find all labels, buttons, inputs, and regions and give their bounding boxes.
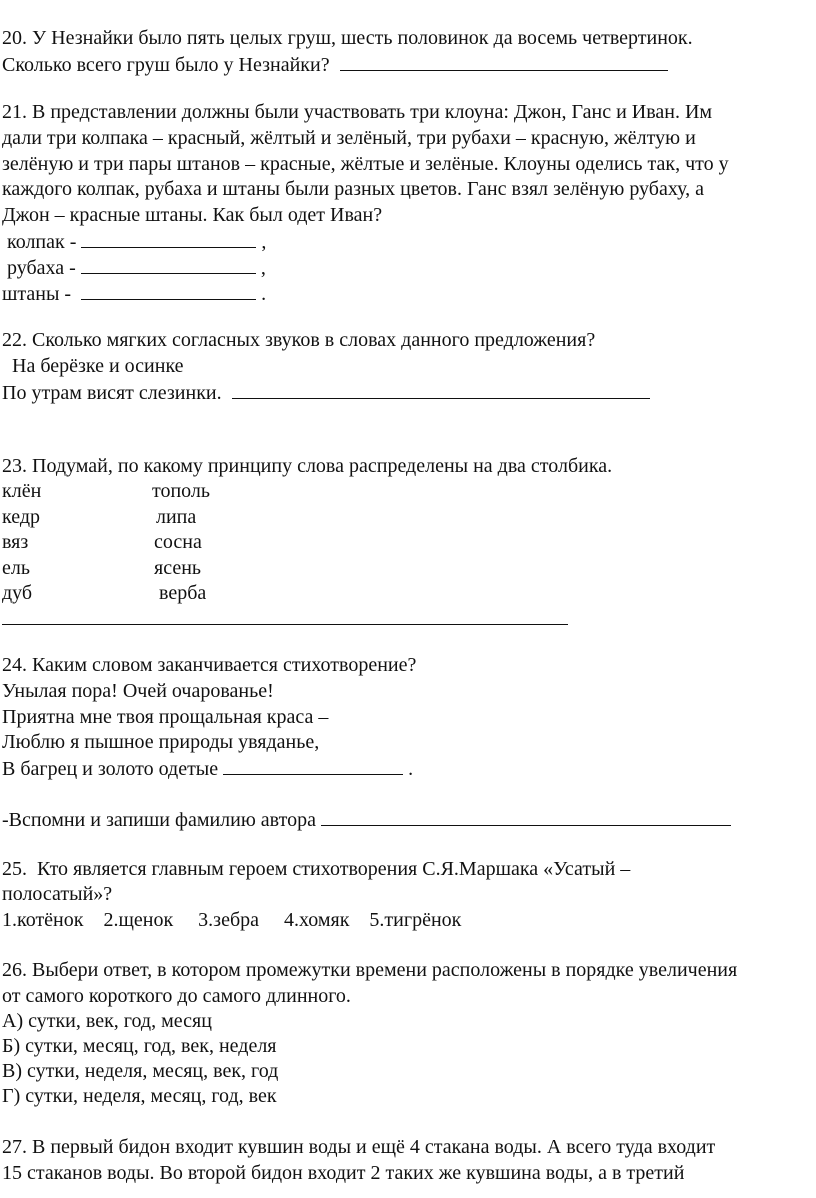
q21-shirt-label: рубаха - <box>2 257 76 279</box>
q24-poem-line-1: Унылая пора! Очей очарованье! <box>2 680 274 702</box>
q21-text-line-2: дали три колпака – красный, жёлтый и зелёный, три рубахи – красную, жёлтую и <box>2 127 696 149</box>
q23-answer-line[interactable] <box>2 624 568 625</box>
q21-shirt-row <box>2 255 266 280</box>
q26-option-d: Г) сутки, неделя, месяц, год, век <box>2 1085 277 1107</box>
q24-word-blank[interactable] <box>223 756 403 775</box>
q24-poem-line-3: Люблю я пышное природы увяданье, <box>2 731 320 753</box>
q23-col2-word: липа <box>156 506 197 528</box>
q20-answer-blank[interactable] <box>340 52 668 71</box>
q24-author-blank[interactable] <box>321 807 731 826</box>
q25-text-line-2: полосатый»? <box>2 883 113 905</box>
q24-author-prompt: -Вспомни и запиши фамилию автора <box>2 809 316 831</box>
q23-col1-word: вяз <box>2 531 29 553</box>
q21-pants-period: . <box>261 283 267 305</box>
q21-text-line-1: 21. В представлении должны были участвовать три клоуна: Джон, Ганс и Иван. Им <box>2 101 713 123</box>
q24-text-line-1: 24. Каким словом заканчивается стихотворение? <box>2 654 417 676</box>
q21-hat-label: колпак - <box>2 231 77 253</box>
q27-text-line-1: 27. В первый бидон входит кувшин воды и ещё 4 стакана воды. А всего туда входит <box>2 1136 716 1158</box>
q20-text-line-1: 20. У Незнайки было пять целых груш, шесть половинок да восемь четвертинок. <box>2 27 693 49</box>
q21-text-line-3: зелёную и три пары штанов – красные, жёлтые и зелёные. Клоуны оделись так, что у <box>2 153 729 175</box>
q23-col1-word: дуб <box>2 582 33 604</box>
q23-col2-word: верба <box>159 582 207 604</box>
q24-poem-line-4 <box>2 756 413 781</box>
q23-col1-word: кедр <box>2 506 41 528</box>
q26-option-a: А) сутки, век, год, месяц <box>2 1010 212 1032</box>
q21-shirt-blank[interactable] <box>81 255 256 274</box>
q22-text-line-1: 22. Сколько мягких согласных звуков в словах данного предложения? <box>2 329 596 351</box>
q23-col1-word: клён <box>2 480 42 502</box>
q21-hat-row <box>2 229 266 254</box>
q23-text-line-1: 23. Подумай, по какому принципу слова распределены на два столбика. <box>2 455 613 477</box>
q26-text-line-1: 26. Выбери ответ, в котором промежутки времени расположены в порядке увеличения <box>2 959 738 981</box>
q25-options: 1.котёнок 2.щенок 3.зебра 4.хомяк 5.тигрёнок <box>2 909 462 931</box>
q22-answer-blank[interactable] <box>232 380 650 399</box>
q23-col1-word: ель <box>2 557 30 579</box>
q24-author-row <box>2 807 731 832</box>
q23-col2-word: тополь <box>152 480 211 502</box>
q22-poem-line-2 <box>2 380 650 405</box>
q20-question: Сколько всего груш было у Незнайки? <box>2 54 330 76</box>
q26-option-b: Б) сутки, месяц, год, век, неделя <box>2 1035 277 1057</box>
q23-col2-word: ясень <box>154 557 202 579</box>
q27-text-line-2: 15 стаканов воды. Во второй бидон входит 2 таких же кувшина воды, а в третий <box>2 1162 685 1184</box>
q22-poem-line-1: На берёзке и осинке <box>2 355 184 377</box>
q21-text-line-5: Джон – красные штаны. Как был одет Иван? <box>2 204 383 226</box>
q21-shirt-comma: , <box>260 257 266 279</box>
q25-text-line-1: 25. Кто является главным героем стихотворения С.Я.Маршака «Усатый – <box>2 858 631 880</box>
q21-pants-label: штаны - <box>2 283 72 305</box>
q24-poem-line-4-text: В багрец и золото одетые <box>2 758 219 780</box>
q26-text-line-2: от самого короткого до самого длинного. <box>2 985 351 1007</box>
q21-text-line-4: каждого колпак, рубаха и штаны были разных цветов. Ганс взял зелёную рубаху, а <box>2 178 704 200</box>
q24-period: . <box>408 758 414 780</box>
q21-pants-row <box>2 281 266 306</box>
q20-text-line-2 <box>2 52 668 77</box>
q21-hat-comma: , <box>261 231 267 253</box>
q26-option-c: В) сутки, неделя, месяц, век, год <box>2 1060 279 1082</box>
q24-poem-line-2: Приятна мне твоя прощальная краса – <box>2 706 329 728</box>
q22-poem-line-2-text: По утрам висят слезинки. <box>2 382 222 404</box>
q21-pants-blank[interactable] <box>81 281 256 300</box>
q21-hat-blank[interactable] <box>81 229 256 248</box>
q23-col2-word: сосна <box>154 531 202 553</box>
